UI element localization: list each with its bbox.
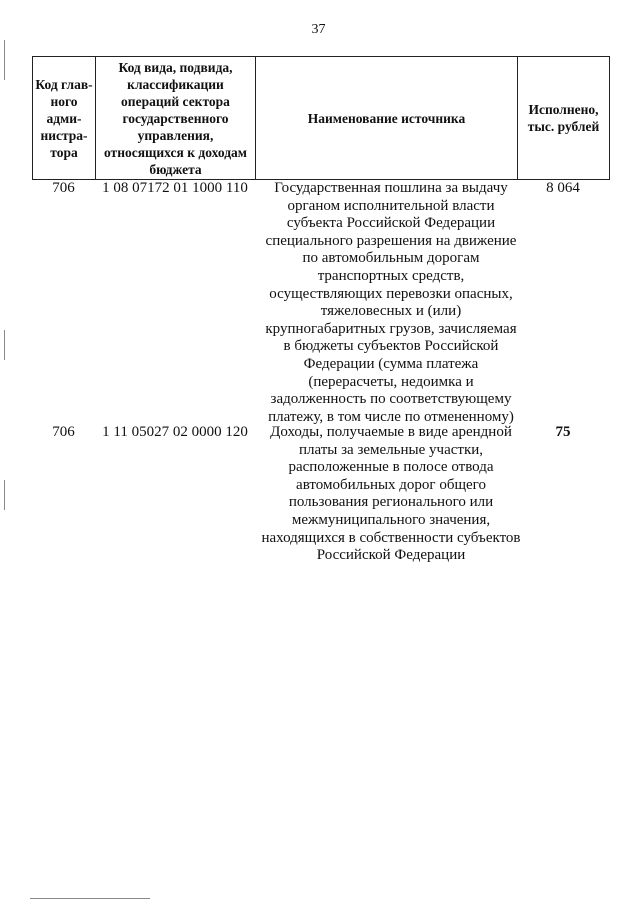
row-admin-code: 706 bbox=[52, 180, 75, 196]
row-executed: 75 bbox=[555, 424, 571, 440]
row-executed: 8 064 bbox=[546, 180, 580, 196]
row-type-code: 1 11 05027 02 0000 120 bbox=[102, 424, 248, 440]
row-source-name: Доходы, получаемые в виде арендной платы за земельные участки, расположенные в полосе отвода автомобильных дорог общего пользования регионального или межмуниципального значения, находящихся в собственности субъектов Российской Федерации bbox=[261, 424, 521, 564]
table-header bbox=[32, 56, 610, 180]
header-executed: Исполнено, тыс. рублей bbox=[518, 57, 610, 180]
header-admin-code: Код глав-ного адми-нистра-тора bbox=[33, 57, 96, 180]
row-type-code: 1 08 07172 01 1000 110 bbox=[102, 180, 248, 196]
header-source-name: Наименование источника bbox=[256, 57, 518, 180]
row-source-name: Государственная пошлина за выдачу органом исполнительной власти субъекта Российской Федерации специального разрешения на движение по автомобильным дорогам транспортных средств, осуществляющих перевозки опасных, тяжеловесных и (или) крупногабаритных грузов, зачисляемая в бюджеты субъектов Российской Федерации (сумма платежа (перерасчеты, недоимка и задолженность по соответствующему платежу, в том числе по отмененному) bbox=[265, 180, 517, 425]
scan-artifact bbox=[4, 330, 5, 360]
scan-artifact bbox=[30, 898, 150, 899]
scan-artifact bbox=[4, 480, 5, 510]
scan-artifact bbox=[4, 40, 5, 80]
row-admin-code: 706 bbox=[52, 424, 75, 440]
header-type-code: Код вида, подвида, классификации операций сектора государственного управления, относящихся к доходам бюджета bbox=[96, 57, 256, 180]
page-number: 37 bbox=[311, 22, 326, 37]
